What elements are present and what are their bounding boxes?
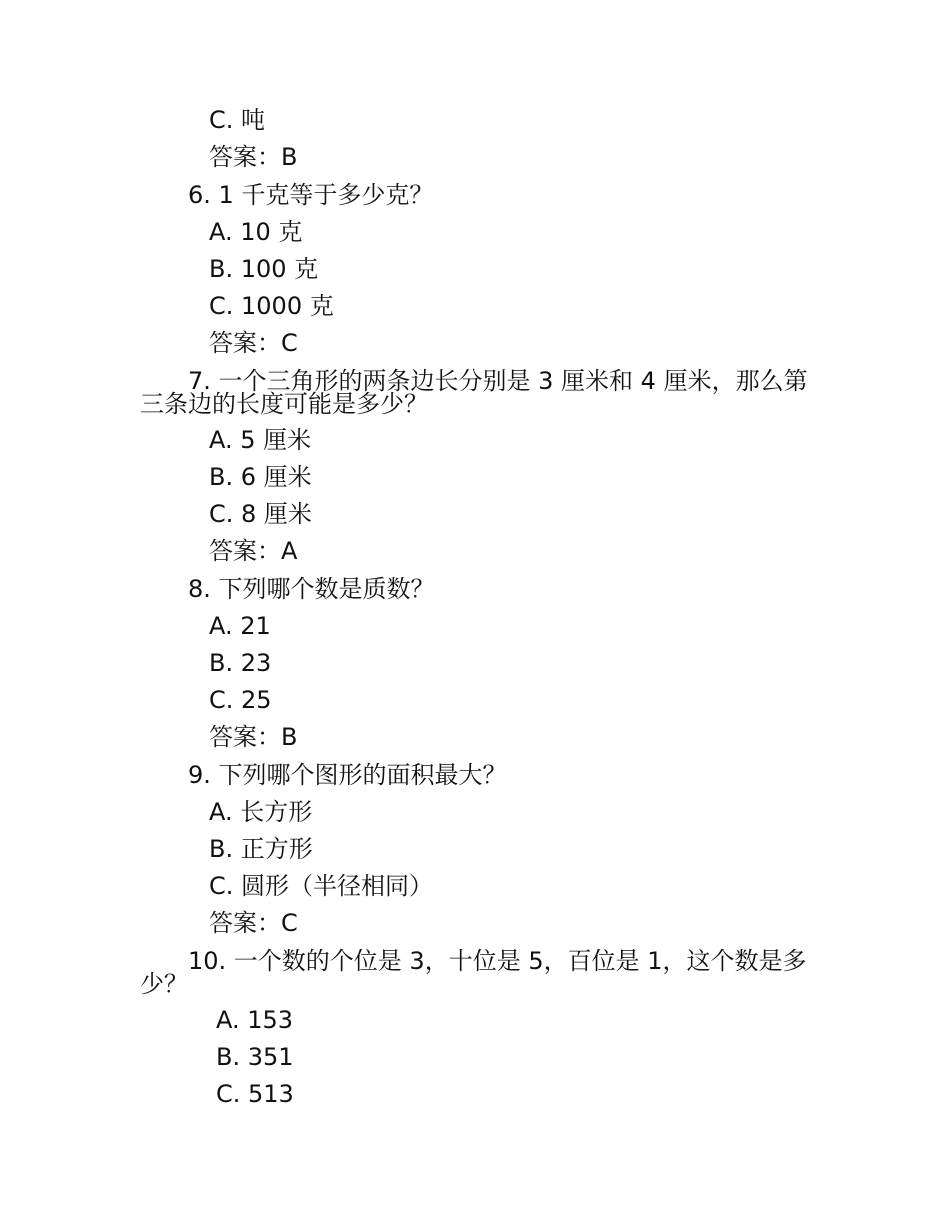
option-9c: C. 圆形（半径相同） bbox=[209, 872, 434, 900]
question-7: 7. 一个三角形的两条边长分别是 3 厘米和 4 厘米，那么第 bbox=[188, 367, 808, 395]
option-6c: C. 1000 克 bbox=[209, 292, 334, 320]
question-8: 8. 下列哪个数是质数？ bbox=[188, 575, 435, 603]
option-8a: A. 21 bbox=[209, 612, 271, 640]
option-9a: A. 长方形 bbox=[209, 798, 313, 826]
answer-7: 答案：A bbox=[209, 537, 298, 565]
option-6b: B. 100 克 bbox=[209, 255, 319, 283]
option-10a: A. 153 bbox=[216, 1006, 294, 1034]
option-7a: A. 5 厘米 bbox=[209, 426, 312, 454]
answer-8: 答案：B bbox=[209, 723, 298, 751]
option-10b: B. 351 bbox=[216, 1043, 294, 1071]
question-10-continued: 少？ bbox=[140, 970, 188, 998]
question-6: 6. 1 千克等于多少克？ bbox=[188, 181, 434, 209]
option-5c: C. 吨 bbox=[209, 106, 266, 134]
option-7b: B. 6 厘米 bbox=[209, 463, 312, 491]
option-7c: C. 8 厘米 bbox=[209, 500, 312, 528]
question-9: 9. 下列哪个图形的面积最大？ bbox=[188, 761, 507, 789]
option-8b: B. 23 bbox=[209, 649, 272, 677]
answer-5: 答案：B bbox=[209, 143, 298, 171]
option-9b: B. 正方形 bbox=[209, 835, 313, 863]
question-10: 10. 一个数的个位是 3，十位是 5，百位是 1，这个数是多 bbox=[188, 947, 807, 975]
option-8c: C. 25 bbox=[209, 686, 272, 714]
answer-9: 答案：C bbox=[209, 909, 298, 937]
question-7-continued: 三条边的长度可能是多少？ bbox=[140, 390, 428, 418]
option-6a: A. 10 克 bbox=[209, 218, 303, 246]
answer-6: 答案：C bbox=[209, 329, 298, 357]
option-10c: C. 513 bbox=[216, 1080, 294, 1108]
